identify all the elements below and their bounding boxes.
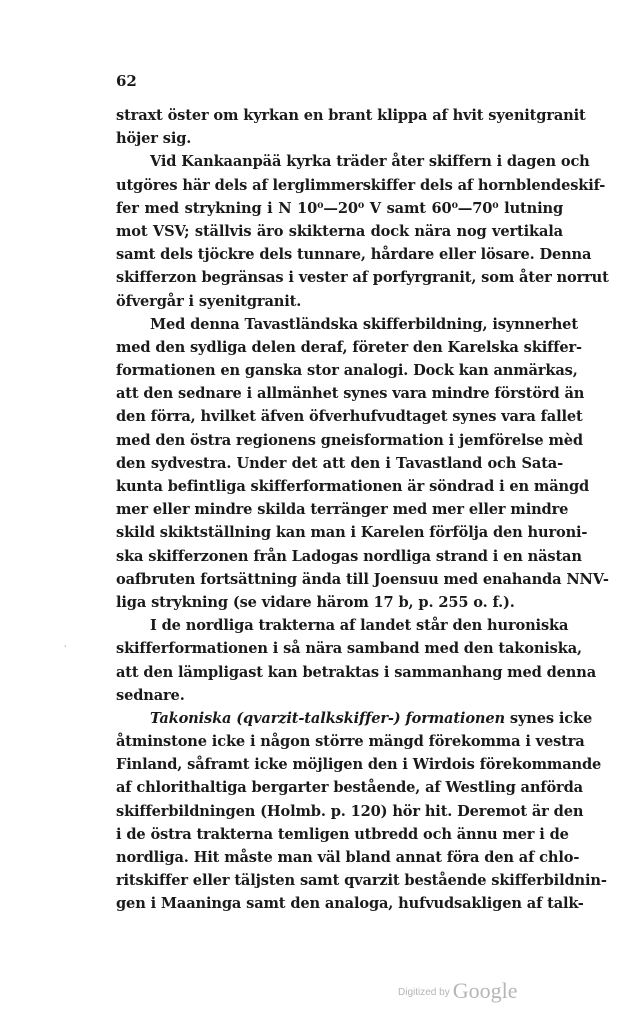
text-line: att den lämpligast kan betraktas i sammanhang med denna	[116, 663, 597, 681]
text-line: utgöres här dels af lerglimmerskiffer dels af hornblendeskif-	[116, 176, 606, 194]
text-line: att den sednare i allmänhet synes vara mindre förstörd än	[116, 385, 585, 403]
text-line: skifferformationen i så nära samband med den takoniska,	[116, 640, 582, 658]
text-line: den förra, hvilket äfven öfverhufvudtaget synes vara fallet	[116, 408, 583, 426]
text-line: nordliga. Hit måste man väl bland annat föra den af chlo-	[116, 849, 580, 866]
text-line: gen i Maaninga samt den analoga, hufvudsakligen af talk-	[116, 895, 584, 913]
google-logo: Google	[452, 978, 518, 1003]
text-line: af chlorithaltiga bergarter bestående, af Westling anförda	[116, 779, 583, 797]
text-line: Finland, såframt icke möjligen den i Wirdois förekommande	[116, 756, 602, 774]
text-line: Med denna Tavastländska skifferbildning, isynnerhet	[150, 315, 578, 333]
text-line: skild skiktställning kan man i Karelen förfölja den huroni-	[116, 524, 588, 542]
section-heading-italic: Takoniska (qvarzit-talkskiffer-) formationen	[150, 709, 505, 727]
text-line: samt dels tjöckre dels tunnare, hårdare eller lösare. Denna	[116, 246, 592, 264]
text-line: I de nordliga trakterna af landet står den huroniska	[150, 617, 569, 635]
text-line: skifferbildningen (Holmb. p. 120) hör hit. Deremot är den	[116, 802, 584, 820]
digitized-by-google-watermark	[398, 978, 517, 1004]
text-line	[116, 707, 593, 730]
page-number: 62	[116, 72, 137, 90]
text-line: fer med strykning i N 10⁰—20⁰ V samt 60⁰—70⁰ lutning	[116, 199, 563, 217]
text-line: oafbruten fortsättning ända till Joensuu med enahanda NNV-	[116, 570, 609, 588]
text-line: höjer sig.	[116, 130, 192, 148]
text-line: formationen en ganska stor analogi. Dock kan anmärkas,	[116, 362, 578, 380]
watermark-prefix: Digitized by	[398, 987, 450, 998]
text-line: skifferzon begränsas i vester af porfyrgranit, som åter norrut	[116, 269, 609, 287]
text-line: liga strykning (se vidare härom 17 b, p. 255 o. f.).	[116, 593, 515, 611]
text-line: med den östra regionens gneisformation i jemförelse mèd	[116, 431, 583, 449]
text-line: straxt öster om kyrkan en brant klippa af hvit syenitgranit	[116, 107, 586, 124]
text-line: med den sydliga delen deraf, företer den Karelska skiffer-	[116, 338, 582, 356]
text-line: ritskiffer eller täljsten samt qvarzit bestående skifferbildnin-	[116, 872, 607, 890]
text-line: Vid Kankaanpää kyrka träder åter skiffern i dagen och	[150, 153, 590, 171]
text-line: sednare.	[116, 686, 185, 704]
text-line: i de östra trakterna temligen utbredd och ännu mer i de	[116, 825, 569, 843]
text-line: ska skifferzonen från Ladogas nordliga strand i en nästan	[116, 547, 582, 565]
text-line: den sydvestra. Under det att den i Tavastland och Sata-	[116, 454, 563, 472]
text-line: åtminstone icke i någon större mängd förekomma i vestra	[116, 733, 585, 751]
text-line: öfvergår i syenitgranit.	[116, 292, 302, 310]
body-text	[116, 104, 609, 916]
text-line: mot VSV; ställvis äro skikterna dock nära nog vertikala	[116, 222, 563, 240]
text-line: mer eller mindre skilda terränger med mer eller mindre	[116, 501, 569, 519]
text-line-rest: synes icke	[504, 709, 593, 727]
text-line: kunta befintliga skifferformationen är söndrad i en mängd	[116, 478, 590, 495]
scan-speck: ·	[64, 642, 67, 651]
